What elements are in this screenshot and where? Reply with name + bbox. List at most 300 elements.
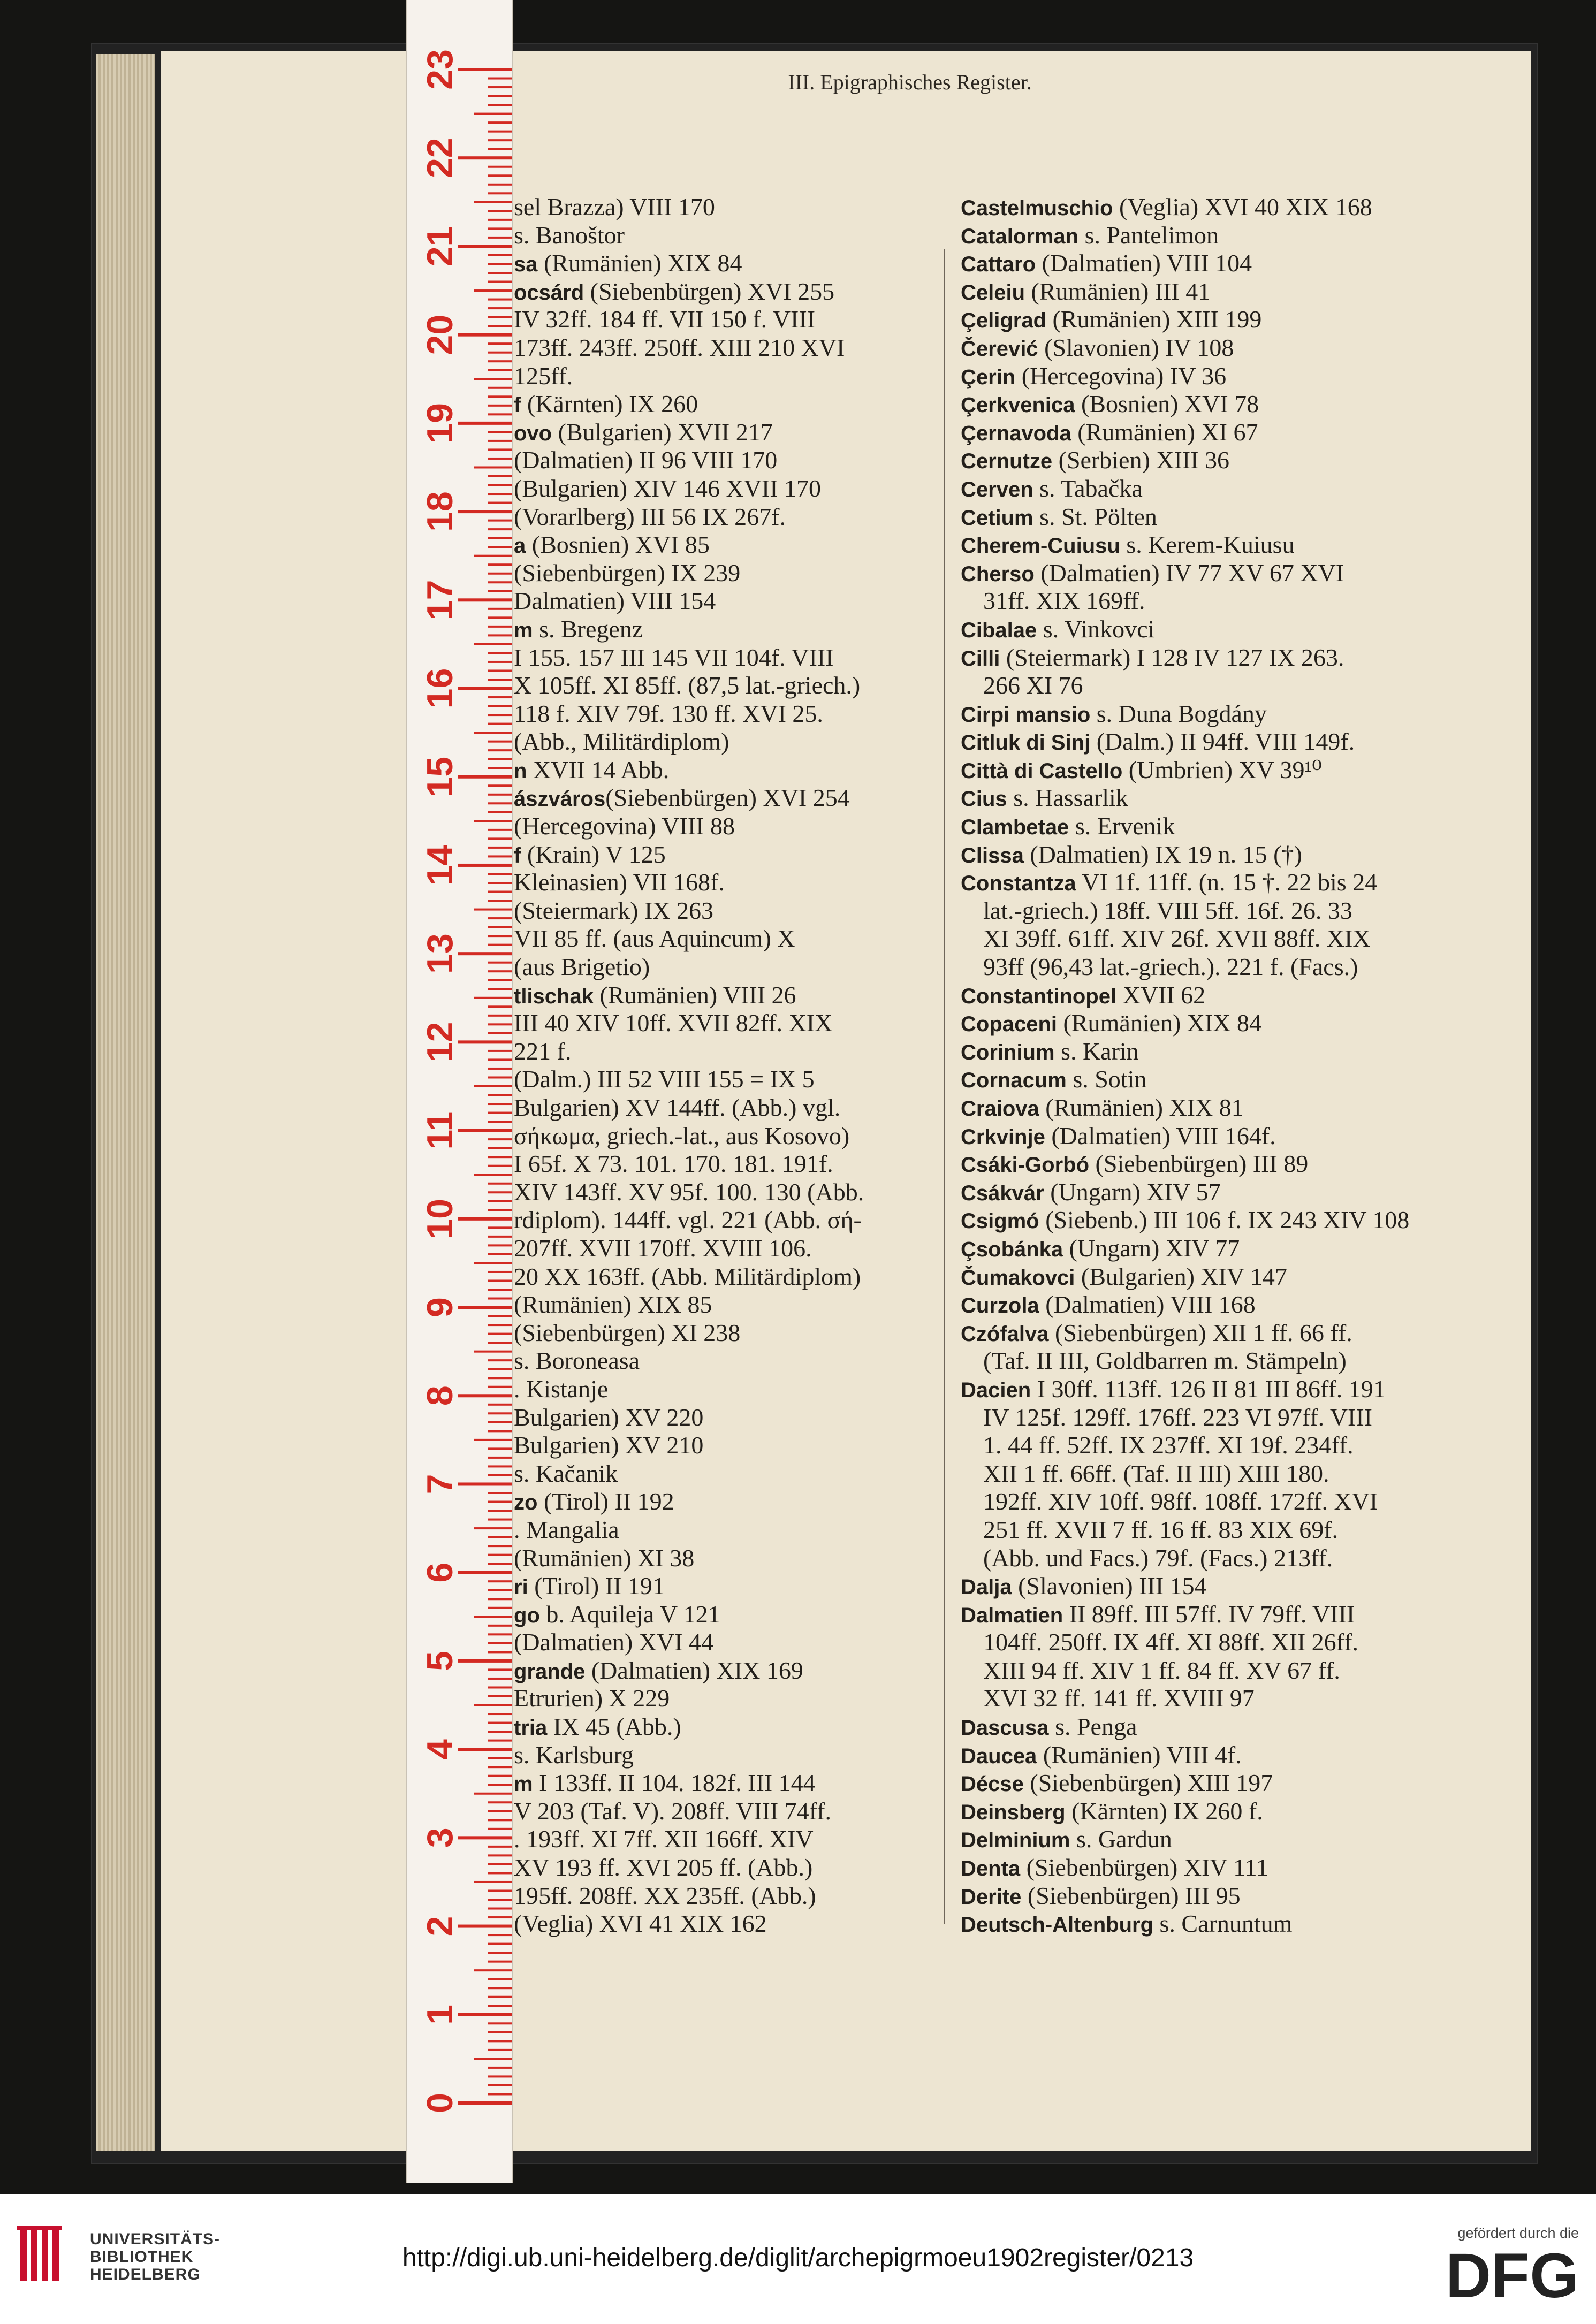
dfg-logo-text: DFG [1445,2245,1579,2304]
entry-references: X 105ff. XI 85ff. (87,5 lat.-griech.) [514,672,861,699]
entry-references: XIII 94 ff. XIV 1 ff. 84 ff. XV 67 ff. [983,1657,1340,1684]
index-entry [514,250,937,278]
index-entry [514,1066,937,1094]
index-entry [961,1432,1469,1460]
ruler-minor-tick [488,1695,512,1697]
ruler-minor-tick [488,352,512,354]
ruler-minor-tick [488,316,512,318]
ruler-minor-tick [488,1908,512,1910]
ruler-minor-tick [488,1121,512,1123]
ruler-minor-tick [488,1465,512,1467]
entry-references: (Dalm.) II 94ff. VIII 149f. [1090,728,1355,756]
entry-references: (Vorarlberg) III 56 IX 267f. [514,503,786,530]
ruler-minor-tick [488,573,512,575]
ruler-minor-tick [488,2005,512,2007]
entry-references: (Siebenbürgen) XIV 111 [1020,1854,1268,1881]
entry-references: (Slavonien) IV 108 [1038,334,1234,361]
entry-references: (Veglia) XVI 41 XIX 162 [514,1910,767,1938]
index-entry [514,1320,937,1348]
index-entry [514,391,937,419]
ruler-minor-tick [488,1359,512,1361]
ruler-minor-tick [488,1368,512,1370]
entry-references: 221 f. [514,1038,572,1065]
entry-references: (Rumänien) III 41 [1025,278,1211,305]
ruler-minor-tick [488,1298,512,1300]
index-entry [514,1460,937,1489]
ruler-minor-tick [488,1474,512,1476]
ruler-minor-tick [474,1262,512,1264]
index-entry [514,1432,937,1460]
entry-lemma: Cherso [961,562,1035,586]
ruler-minor-tick [488,590,512,592]
ruler-minor-tick [488,148,512,150]
ruler-minor-tick [488,1032,512,1034]
index-entry [514,1263,937,1292]
ruler-minor-tick [488,1589,512,1591]
ruler-minor-tick [488,1342,512,1344]
entry-lemma: Corinium [961,1040,1055,1064]
entry-references: (Dalmatien) VIII 168 [1039,1291,1256,1319]
ruler-minor-tick [488,2031,512,2033]
ruler-minor-tick [488,448,512,451]
entry-lemma: Clissa [961,843,1024,867]
funded-by-label: gefördert durch die [1457,2225,1579,2241]
entry-references: VII 85 ff. (aus Aquincum) X [514,925,795,953]
index-entry [961,1263,1469,1292]
entry-references: s. Karin [1054,1038,1139,1065]
index-entry [514,1742,937,1770]
ruler-minor-tick [488,1952,512,1954]
entry-lemma: grande [514,1659,586,1683]
index-entry [961,813,1469,841]
ruler-minor-tick [488,1165,512,1167]
index-entry [514,306,937,334]
ruler-minor-tick [488,1668,512,1671]
ruler-major-tick [458,68,512,71]
index-entry [514,1883,937,1911]
ruler-minor-tick [488,192,512,194]
logo-line-2: BIBLIOTHEK [90,2248,194,2266]
entry-lemma: Clambetae [961,816,1069,840]
entry-references: 118 f. XIV 79f. 130 ff. XVI 25. [514,700,823,727]
index-entry [961,1094,1469,1123]
entry-references: s. Karlsburg [514,1741,634,1769]
entry-lemma: sa [514,253,538,277]
ruler-minor-tick [474,1351,512,1353]
entry-lemma: Décse [961,1772,1024,1796]
entry-lemma: m [514,618,533,642]
index-entry [961,1854,1469,1883]
ruler-minor-tick [488,563,512,566]
entry-lemma: Çsobánka [961,1237,1063,1261]
index-entry [514,728,937,757]
ruler-minor-tick [474,201,512,203]
entry-references: rdiplom). 144ff. vgl. 221 (Abb. σή- [514,1207,862,1234]
ruler-minor-tick [474,1793,512,1795]
index-entry [514,672,937,700]
ruler-number: 12 [420,1022,460,1063]
ruler-minor-tick [488,855,512,857]
entry-references: XV 193 ff. XVI 205 ff. (Abb.) [514,1854,813,1881]
index-entry [514,1713,937,1742]
entry-references: I 155. 157 III 145 VII 104f. VIII [514,644,834,671]
entry-lemma: Copaceni [961,1012,1058,1037]
entry-references: . 193ff. XI 7ff. XII 166ff. XIV [514,1826,814,1853]
ruler-minor-tick [488,1447,512,1450]
entry-references: s. St. Pölten [1033,503,1157,530]
entry-references: s. Kačanik [514,1460,618,1487]
ruler-minor-tick [488,405,512,407]
entry-references: s. Banoštor [514,222,625,249]
ruler-minor-tick [474,1439,512,1441]
ruler-number: 5 [420,1650,460,1671]
entry-lemma: Daucea [961,1744,1037,1768]
ruler-major-tick [458,775,512,779]
ruler-minor-tick [488,484,512,486]
ruler-minor-tick [488,2049,512,2051]
index-entry [514,1235,937,1263]
entry-lemma: Cetium [961,506,1033,530]
entry-references: V 203 (Taf. V). 208ff. VIII 74ff. [514,1797,831,1825]
index-entry [961,1826,1469,1854]
ruler-minor-tick [488,749,512,751]
index-entry [514,869,937,897]
ruler-minor-tick [488,1678,512,1680]
ruler-minor-tick [488,1058,512,1061]
ruler-minor-tick [474,820,512,822]
entry-references: (Rumänien) XIX 84 [537,250,742,277]
index-entry [961,644,1469,673]
ruler-minor-tick [488,1315,512,1317]
entry-references: 195ff. 208ff. XX 235ff. (Abb.) [514,1882,816,1909]
entry-references: (Rumänien) VIII 26 [593,981,796,1009]
entry-references: (Siebenbürgen) III 89 [1089,1150,1309,1178]
ruler-minor-tick [488,413,512,415]
ruler-minor-tick [488,1200,512,1202]
index-entry [514,1207,937,1235]
index-entry [961,700,1469,729]
index-entry [961,560,1469,588]
ruler-number: 18 [420,491,460,532]
ruler-major-tick [458,1925,512,1928]
ruler-minor-tick [488,528,512,530]
ruler-minor-tick [488,104,512,106]
entry-lemma: Deinsberg [961,1800,1066,1824]
entry-references: (Rumänien) XIX 81 [1039,1094,1244,1121]
ruler-minor-tick [488,758,512,760]
ruler-minor-tick [488,1076,512,1078]
entry-lemma: Celeiu [961,280,1025,304]
index-entry [961,1038,1469,1066]
index-entry [961,588,1469,616]
ruler-minor-tick [474,113,512,115]
ruler-minor-tick [488,1209,512,1211]
ruler-minor-tick [488,723,512,725]
entry-references: (Siebenbürgen) III 95 [1021,1882,1241,1909]
ruler-number: 14 [420,845,460,886]
entry-references: 207ff. XVII 170ff. XVIII 106. [514,1235,812,1262]
entry-references: I 30ff. 113ff. 126 II 81 III 86ff. 191 [1031,1375,1386,1403]
ruler-minor-tick [488,1863,512,1865]
ruler-minor-tick [488,714,512,716]
ruler-minor-tick [488,1686,512,1688]
index-entry [514,447,937,475]
ruler-minor-tick [488,502,512,504]
entry-references: lat.-griech.) 18ff. VIII 5ff. 16f. 26. 33 [983,897,1352,924]
ruler-minor-tick [488,1766,512,1768]
entry-references: (Siebenbürgen) XII 1 ff. 66 ff. [1048,1319,1352,1346]
index-entry [961,1460,1469,1489]
ruler-minor-tick [488,272,512,274]
entry-lemma: Csigmó [961,1209,1039,1233]
ruler-minor-tick [488,493,512,495]
index-entry [961,728,1469,757]
ruler-minor-tick [474,1881,512,1883]
ruler-minor-tick [488,1112,512,1114]
ruler-minor-tick [488,581,512,583]
entry-lemma: Cius [961,787,1007,811]
ruler-minor-tick [488,395,512,398]
ruler-minor-tick [488,307,512,309]
entry-lemma: Curzola [961,1294,1039,1318]
index-entry [961,1010,1469,1038]
index-entry [514,1010,937,1038]
ruler-minor-tick [488,387,512,389]
logo-line-3: HEIDELBERG [90,2266,201,2283]
entry-lemma: Castelmuschio [961,196,1113,220]
entry-references: s. Gardun [1070,1826,1172,1853]
permalink-url[interactable]: http://digi.ub.uni-heidelberg.de/diglit/archepigrmoeu1902register/0213 [402,2244,1194,2272]
index-entry [514,954,937,982]
ruler-minor-tick [488,837,512,840]
ruler-minor-tick [474,1174,512,1176]
entry-references: (Siebenb.) III 106 f. IX 243 XIV 108 [1039,1207,1410,1234]
ruler-minor-tick [474,1704,512,1706]
entry-lemma: a [514,534,526,558]
entry-references: (Umbrien) XV 39¹⁰ [1122,756,1322,783]
index-entry [514,1179,937,1207]
index-entry [961,1629,1469,1657]
entry-lemma: f [514,843,521,867]
ruler-minor-tick [488,227,512,230]
ruler-minor-tick [474,1527,512,1529]
index-entry [514,1573,937,1601]
index-entry [514,278,937,307]
index-entry [514,1123,937,1151]
ruler-minor-tick [488,794,512,796]
index-entry [961,1291,1469,1320]
ruler-minor-tick [488,2084,512,2086]
index-entry [961,925,1469,954]
ruler-minor-tick [488,1253,512,1255]
ruler-minor-tick [488,263,512,265]
ruler-major-tick [458,687,512,690]
entry-references: VI 1f. 11ff. (n. 15 †. 22 bis 24 [1076,869,1378,896]
ruler-number: 23 [420,49,460,90]
entry-references: 251 ff. XVII 7 ff. 16 ff. 83 XIX 69f. [983,1516,1339,1543]
ruler-major-tick [458,245,512,248]
index-entry [514,1770,937,1798]
entry-references: (aus Brigetio) [514,954,650,981]
ruler-major-tick [458,1659,512,1663]
index-entry [514,897,937,926]
index-entry [961,1770,1469,1798]
ruler-minor-tick [488,537,512,539]
left-column [514,194,937,1939]
ruler-minor-tick [488,767,512,769]
index-entry [514,334,937,363]
index-entry [961,841,1469,870]
ruler-number: 6 [420,1562,460,1583]
ruler-minor-tick [488,634,512,636]
ruler-number: 0 [420,2093,460,2113]
index-entry [961,194,1469,222]
ruler-minor-tick [488,784,512,787]
ruler-minor-tick [488,1961,512,1963]
entry-lemma: Cornacum [961,1069,1067,1093]
index-entry [514,1826,937,1854]
ruler-minor-tick [488,1819,512,1821]
entry-lemma: Çeligrad [961,309,1047,333]
ruler-major-tick [458,1836,512,1839]
entry-lemma: Çernavoda [961,421,1071,445]
ruler-minor-tick [488,1872,512,1874]
index-entry [961,1573,1469,1601]
ruler-minor-tick [488,1324,512,1326]
entry-references: IX 45 (Abb.) [547,1713,681,1741]
entry-references: (Tirol) II 192 [537,1488,674,1515]
entry-references: (Dalm.) III 52 VIII 155 = IX 5 [514,1066,815,1093]
ruler-minor-tick [488,1996,512,1998]
ruler-minor-tick [488,900,512,902]
entry-lemma: n [514,759,527,783]
index-entry [961,1517,1469,1545]
ruler-number: 16 [420,668,460,709]
ruler-minor-tick [488,669,512,672]
ruler-minor-tick [474,466,512,468]
index-entry [514,841,937,870]
entry-lemma: Città di Castello [961,759,1123,783]
entry-references: (Steiermark) IX 263 [514,897,713,924]
ruler-minor-tick [488,86,512,88]
entry-references: (Rumänien) XIX 84 [1057,1010,1262,1037]
entry-lemma: Čerević [961,337,1038,361]
index-entry [514,1910,937,1939]
entry-references: II 89ff. III 57ff. IV 79ff. VIII [1063,1601,1355,1628]
right-column [961,194,1469,1939]
ruler-minor-tick [488,2040,512,2042]
entry-lemma: tlischak [514,984,594,1008]
entry-lemma: Deutsch-Altenburg [961,1913,1153,1937]
ruler-minor-tick [488,1183,512,1185]
index-entry [514,1657,937,1686]
entry-references: Dalmatien) VIII 154 [514,588,716,615]
ruler-minor-tick [474,997,512,999]
ruler-minor-tick [488,1103,512,1105]
entry-references: XVII 14 Abb. [527,756,670,783]
ruler-minor-tick [474,2058,512,2060]
ruler-minor-tick [488,1005,512,1008]
ruler-minor-tick [488,1757,512,1759]
ruler-minor-tick [488,1094,512,1096]
ruler-minor-tick [488,1501,512,1503]
entry-lemma: Constantinopel [961,984,1117,1008]
entry-references: XVI 32 ff. 141 ff. XVIII 97 [983,1685,1255,1712]
ruler-minor-tick [488,1536,512,1538]
index-entry [514,1488,937,1517]
ruler-minor-tick [488,1846,512,1848]
ruler-minor-tick [488,1279,512,1282]
index-entry [961,1601,1469,1629]
entry-references: (Bulgarien) XIV 147 [1075,1263,1287,1290]
entry-references: 104ff. 250ff. IX 4ff. XI 88ff. XII 26ff. [983,1629,1358,1656]
entry-lemma: Derite [961,1885,1022,1909]
ruler-minor-tick [488,360,512,362]
page-edges [96,54,155,2151]
entry-references: XVII 62 [1116,981,1206,1009]
page-header: III. Epigraphisches Register. [788,70,1032,94]
ruler-minor-tick [488,1510,512,1512]
ruler-minor-tick [488,1554,512,1556]
entry-references: III 40 XIV 10ff. XVII 82ff. XIX [514,1010,833,1037]
ruler-minor-tick [488,546,512,548]
ruler-minor-tick [488,1226,512,1229]
ruler-minor-tick [488,1563,512,1565]
ruler-minor-tick [474,1085,512,1087]
entry-references: IV 125f. 129ff. 176ff. 223 VI 97ff. VIII [983,1404,1372,1431]
entry-references: (Siebenbürgen) IX 239 [514,559,741,586]
ruler-number: 15 [420,756,460,797]
ruler-number: 10 [420,1199,460,1239]
entry-lemma: Dalja [961,1575,1012,1599]
ruler-minor-tick [488,1050,512,1052]
entry-references: (Siebenbürgen) XVI 255 [584,278,835,305]
ruler-minor-tick [488,1015,512,1017]
entry-references: s. Hassarlik [1007,784,1128,812]
entry-references: (Slavonien) III 154 [1012,1573,1207,1600]
ruler-major-tick [458,510,512,513]
ruler-minor-tick [488,1412,512,1414]
ruler-minor-tick [488,139,512,141]
ruler-minor-tick [488,741,512,743]
ruler-minor-tick [488,2022,512,2024]
ruler-minor-tick [488,811,512,813]
entry-references: XII 1 ff. 66ff. (Taf. II III) XIII 180. [983,1460,1329,1487]
index-entry [961,363,1469,391]
entry-lemma: go [514,1603,540,1627]
entry-references: (Krain) V 125 [521,841,666,868]
entry-references: b. Aquileja V 121 [539,1601,720,1628]
index-entry [514,1685,937,1713]
ruler-minor-tick [488,369,512,371]
ruler-minor-tick [488,1191,512,1193]
ruler-number: 19 [420,403,460,444]
ruler-minor-tick [488,970,512,972]
entry-references: 31ff. XIX 169ff. [983,588,1145,615]
ruler-minor-tick [488,608,512,610]
ruler-number: 7 [420,1474,460,1495]
index-entry [961,1404,1469,1433]
entry-references: (Rumänien) XI 38 [514,1544,695,1572]
ruler-major-tick [458,1482,512,1485]
entry-references: (Steiermark) I 128 IV 127 IX 263. [1000,644,1344,671]
entry-references: 192ff. XIV 10ff. 98ff. 108ff. 172ff. XVI [983,1488,1378,1515]
entry-references: (Siebenbürgen) XVI 254 [605,784,850,812]
entry-references: (Rumänien) XI 67 [1071,418,1258,446]
ruler-number: 11 [420,1111,460,1150]
ruler-minor-tick [488,1386,512,1388]
entry-lemma: Cattaro [961,253,1036,277]
